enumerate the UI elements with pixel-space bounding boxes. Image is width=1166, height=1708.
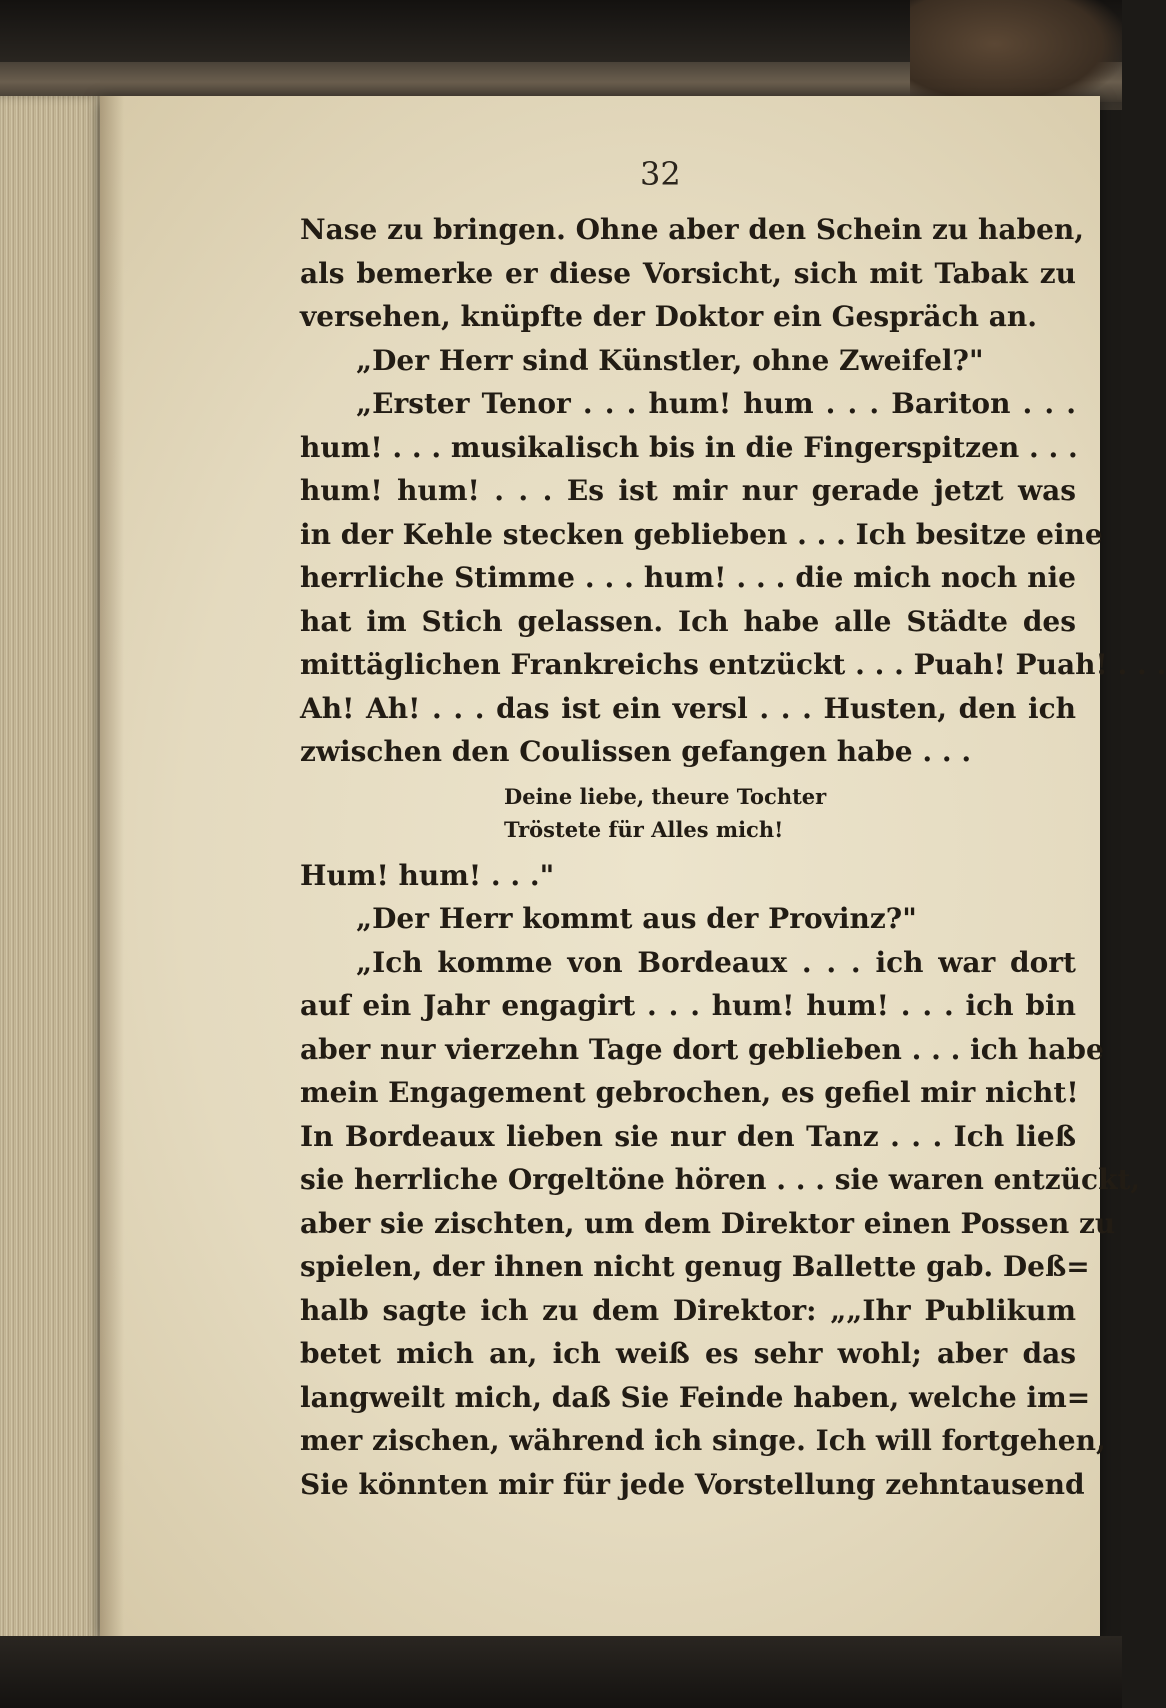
text-line: In Bordeaux lieben sie nur den Tanz . . . Ich ließ: [300, 1119, 1076, 1153]
verse-line: Deine liebe, theure Tochter: [504, 783, 827, 809]
text-line: hat im Stich gelassen. Ich habe alle Städte des: [300, 604, 1076, 638]
text-line: herrliche Stimme . . . hum! . . . die mich noch nie: [300, 561, 1076, 594]
text-line: aber sie zischten, um dem Direktor einen Possen zu: [300, 1206, 1116, 1240]
page-gutter-shadow: [100, 96, 124, 1636]
text-line: hum! hum! . . . Es ist mir nur gerade jetzt was: [300, 474, 1076, 507]
text-line: in der Kehle stecken geblieben . . . Ich besitze eine: [300, 517, 1103, 551]
verse-line: Tröstete für Alles mich!: [504, 816, 784, 842]
text-line: Hum! hum! . . .": [300, 858, 555, 892]
text-line: halb sagte ich zu dem Direktor: „„Ihr Publikum: [300, 1293, 1076, 1327]
text-line: mein Engagement gebrochen, es gefiel mir nicht!: [300, 1076, 1079, 1109]
text-line: aber nur vierzehn Tage dort geblieben . . . ich habe: [300, 1032, 1104, 1066]
text-line: langweilt mich, daß Sie Feinde haben, welche im=: [300, 1380, 1091, 1414]
text-line: mittäglichen Frankreichs entzückt . . . Puah! Puah! . . .: [300, 648, 1166, 681]
text-line: hum! . . . musikalisch bis in die Fingerspitzen . . .: [300, 430, 1078, 464]
text-line: „Ich komme von Bordeaux . . . ich war dort: [356, 945, 1076, 979]
text-line: Nase zu bringen. Ohne aber den Schein zu haben,: [300, 213, 1085, 246]
song-verse: [300, 780, 1076, 846]
text-line: Sie könnten mir für jede Vorstellung zehntausend: [300, 1467, 1085, 1501]
text-line: auf ein Jahr engagirt . . . hum! hum! . . . ich bin: [300, 989, 1076, 1022]
text-line: Ah! Ah! . . . das ist ein versl . . . Husten, den ich: [300, 691, 1076, 725]
text-line: spielen, der ihnen nicht genug Ballette gab. Deß=: [300, 1250, 1090, 1283]
text-line: „Der Herr sind Künstler, ohne Zweifel?": [356, 343, 984, 377]
text-line: versehen, knüpfte der Doktor ein Gespräch an.: [300, 300, 1037, 333]
page-stack-edges: [0, 96, 105, 1656]
text-line: sie herrliche Orgeltöne hören . . . sie waren entzückt,: [300, 1163, 1141, 1196]
page-text: [300, 208, 1166, 1506]
bookmark-ribbon: [910, 0, 1122, 110]
text-line: mer zischen, während ich singe. Ich will fortgehen,: [300, 1424, 1106, 1457]
text-line: betet mich an, ich weiß es sehr wohl; aber das: [300, 1337, 1076, 1370]
text-line: „Der Herr kommt aus der Provinz?": [356, 902, 917, 935]
page-number: 32: [640, 155, 681, 193]
text-line: zwischen den Coulissen gefangen habe . . .: [300, 735, 972, 768]
book-cover-bottom: [0, 1636, 1122, 1708]
text-line: „Erster Tenor . . . hum! hum . . . Bariton . . .: [356, 387, 1076, 420]
text-line: als bemerke er diese Vorsicht, sich mit Tabak zu: [300, 256, 1076, 290]
